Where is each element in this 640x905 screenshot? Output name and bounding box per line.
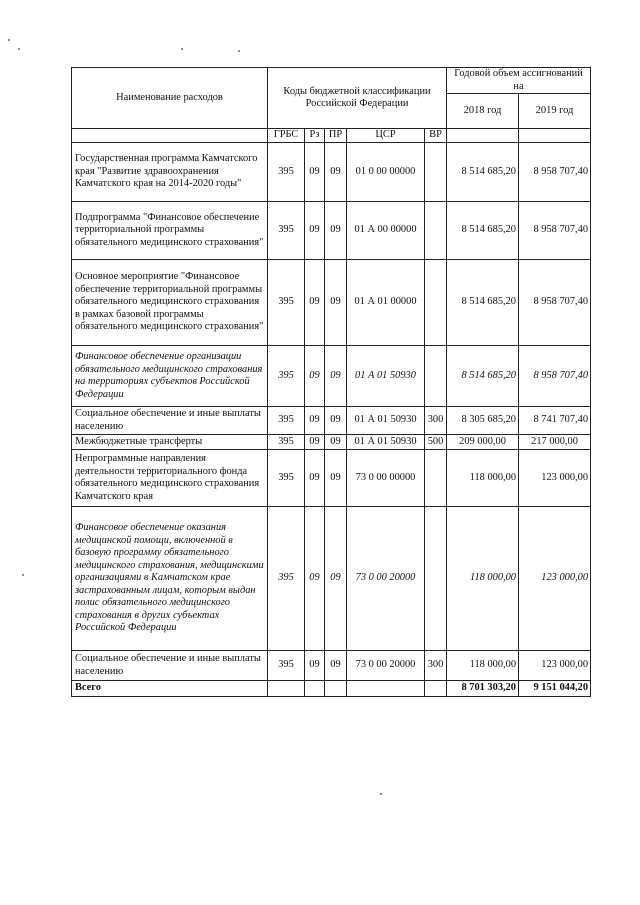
- row-csr: 01 0 00 00000: [347, 143, 425, 202]
- scan-speck: [181, 48, 183, 50]
- header-blank-cell: [519, 129, 591, 143]
- row-name: Социальное обеспечение и иные выплаты населению: [72, 651, 268, 681]
- row-grbs: 395: [268, 651, 305, 681]
- row-name: Социальное обеспечение и иные выплаты населению: [72, 407, 268, 435]
- row-rz: 09: [305, 507, 325, 651]
- row-grbs: 395: [268, 450, 305, 507]
- row-2018-amount: 8 305 685,20: [447, 407, 519, 435]
- row-name: Межбюджетные трансферты: [72, 435, 268, 450]
- table-row: [72, 202, 591, 260]
- row-rz: 09: [305, 435, 325, 450]
- header-year-2019: 2019 год: [519, 94, 591, 129]
- row-csr: 01 А 01 50930: [347, 346, 425, 407]
- row-rz: 09: [305, 651, 325, 681]
- row-rz: 09: [305, 202, 325, 260]
- row-vr: 300: [425, 651, 447, 681]
- row-csr: 73 0 00 00000: [347, 450, 425, 507]
- row-grbs: 395: [268, 435, 305, 450]
- row-pr: [325, 681, 347, 697]
- row-2019-amount: 123 000,00: [519, 651, 591, 681]
- row-2019-amount: 8 958 707,40: [519, 143, 591, 202]
- row-2018-amount: 209 000,00: [447, 435, 519, 450]
- scan-speck: [8, 39, 10, 41]
- row-name: Финансовое обеспечение организации обязательного медицинского страхования на территориях субъектов Российской Федерации: [72, 346, 268, 407]
- table-row: [72, 346, 591, 407]
- row-grbs: 395: [268, 143, 305, 202]
- row-grbs: 395: [268, 202, 305, 260]
- table-row: [72, 651, 591, 681]
- row-2018-amount: 118 000,00: [447, 450, 519, 507]
- row-csr: 01 А 01 50930: [347, 435, 425, 450]
- row-csr: 01 А 00 00000: [347, 202, 425, 260]
- row-vr: [425, 346, 447, 407]
- row-name: Непрограммные направления деятельности территориального фонда обязательного медицинского страхования Камчатского края: [72, 450, 268, 507]
- row-name: Государственная программа Камчатского края "Развитие здравоохранения Камчатского края на 2014-2020 годы": [72, 143, 268, 202]
- row-grbs: 395: [268, 346, 305, 407]
- header-pr: ПР: [325, 129, 347, 143]
- row-vr: [425, 450, 447, 507]
- table-row: [72, 507, 591, 651]
- table-row: [72, 435, 591, 450]
- row-pr: 09: [325, 346, 347, 407]
- row-csr: 01 А 01 50930: [347, 407, 425, 435]
- row-pr: 09: [325, 507, 347, 651]
- row-pr: 09: [325, 435, 347, 450]
- row-vr: [425, 260, 447, 346]
- row-2018-amount: 8 514 685,20: [447, 346, 519, 407]
- header-volume-group: Годовой объем ассигнований на: [447, 68, 591, 94]
- row-2018-amount: 118 000,00: [447, 507, 519, 651]
- header-year-2018: 2018 год: [447, 94, 519, 129]
- row-pr: 09: [325, 260, 347, 346]
- row-rz: [305, 681, 325, 697]
- row-name: Подпрограмма "Финансовое обеспечение территориальной программы обязательного медицинского страхования": [72, 202, 268, 260]
- row-csr: [347, 681, 425, 697]
- row-csr: 73 0 00 20000: [347, 507, 425, 651]
- scan-speck: [22, 574, 24, 576]
- row-csr: 01 А 01 00000: [347, 260, 425, 346]
- header-name-column: Наименование расходов: [72, 68, 268, 129]
- row-vr: [425, 202, 447, 260]
- header-vr: ВР: [425, 129, 447, 143]
- header-codes-group: Коды бюджетной классификации Российской Федерации: [268, 68, 447, 129]
- row-csr: 73 0 00 20000: [347, 651, 425, 681]
- row-2019-amount: 123 000,00: [519, 507, 591, 651]
- row-vr: [425, 681, 447, 697]
- row-2018-amount: 8 514 685,20: [447, 143, 519, 202]
- row-vr: 500: [425, 435, 447, 450]
- table-row: [72, 407, 591, 435]
- row-grbs: 395: [268, 507, 305, 651]
- row-2019-amount: 123 000,00: [519, 450, 591, 507]
- table-row-total: [72, 681, 591, 697]
- table-row: [72, 260, 591, 346]
- row-2018-amount: 8 514 685,20: [447, 260, 519, 346]
- scan-speck: [380, 793, 382, 795]
- header-rz: Рз: [305, 129, 325, 143]
- row-2019-amount: 8 958 707,40: [519, 202, 591, 260]
- total-2019-amount: 9 151 044,20: [519, 681, 591, 697]
- row-rz: 09: [305, 346, 325, 407]
- row-pr: 09: [325, 651, 347, 681]
- row-vr: [425, 507, 447, 651]
- row-grbs: 395: [268, 260, 305, 346]
- table-row: [72, 143, 591, 202]
- row-2019-amount: 217 000,00: [519, 435, 591, 450]
- row-name: Финансовое обеспечение оказания медицинской помощи, включенной в базовую программу обязательного медицинского страхования, медицинскими организациями в Камчатском крае застрахованным лицам, которым выдан полис обязательного медицинского страхования в других субъектах Российской Федерации: [72, 507, 268, 651]
- row-2018-amount: 8 514 685,20: [447, 202, 519, 260]
- row-grbs: [268, 681, 305, 697]
- row-rz: 09: [305, 143, 325, 202]
- row-name: Основное мероприятие "Финансовое обеспечение территориальной программы обязательного медицинского страхования в рамках базовой программы обязательного медицинского страхования": [72, 260, 268, 346]
- header-grbs: ГРБС: [268, 129, 305, 143]
- row-pr: 09: [325, 202, 347, 260]
- budget-allocation-table: [71, 67, 591, 697]
- header-csr: ЦСР: [347, 129, 425, 143]
- row-2019-amount: 8 958 707,40: [519, 260, 591, 346]
- header-blank-cell: [72, 129, 268, 143]
- row-pr: 09: [325, 450, 347, 507]
- row-pr: 09: [325, 143, 347, 202]
- row-vr: [425, 143, 447, 202]
- row-pr: 09: [325, 407, 347, 435]
- scan-speck: [238, 50, 240, 52]
- total-2018-amount: 8 701 303,20: [447, 681, 519, 697]
- header-blank-cell: [447, 129, 519, 143]
- table-row: [72, 450, 591, 507]
- row-2019-amount: 8 741 707,40: [519, 407, 591, 435]
- row-rz: 09: [305, 407, 325, 435]
- scan-speck: [18, 48, 20, 50]
- row-vr: 300: [425, 407, 447, 435]
- row-grbs: 395: [268, 407, 305, 435]
- row-2019-amount: 8 958 707,40: [519, 346, 591, 407]
- total-label: Всего: [72, 681, 268, 697]
- row-2018-amount: 118 000,00: [447, 651, 519, 681]
- row-rz: 09: [305, 450, 325, 507]
- row-rz: 09: [305, 260, 325, 346]
